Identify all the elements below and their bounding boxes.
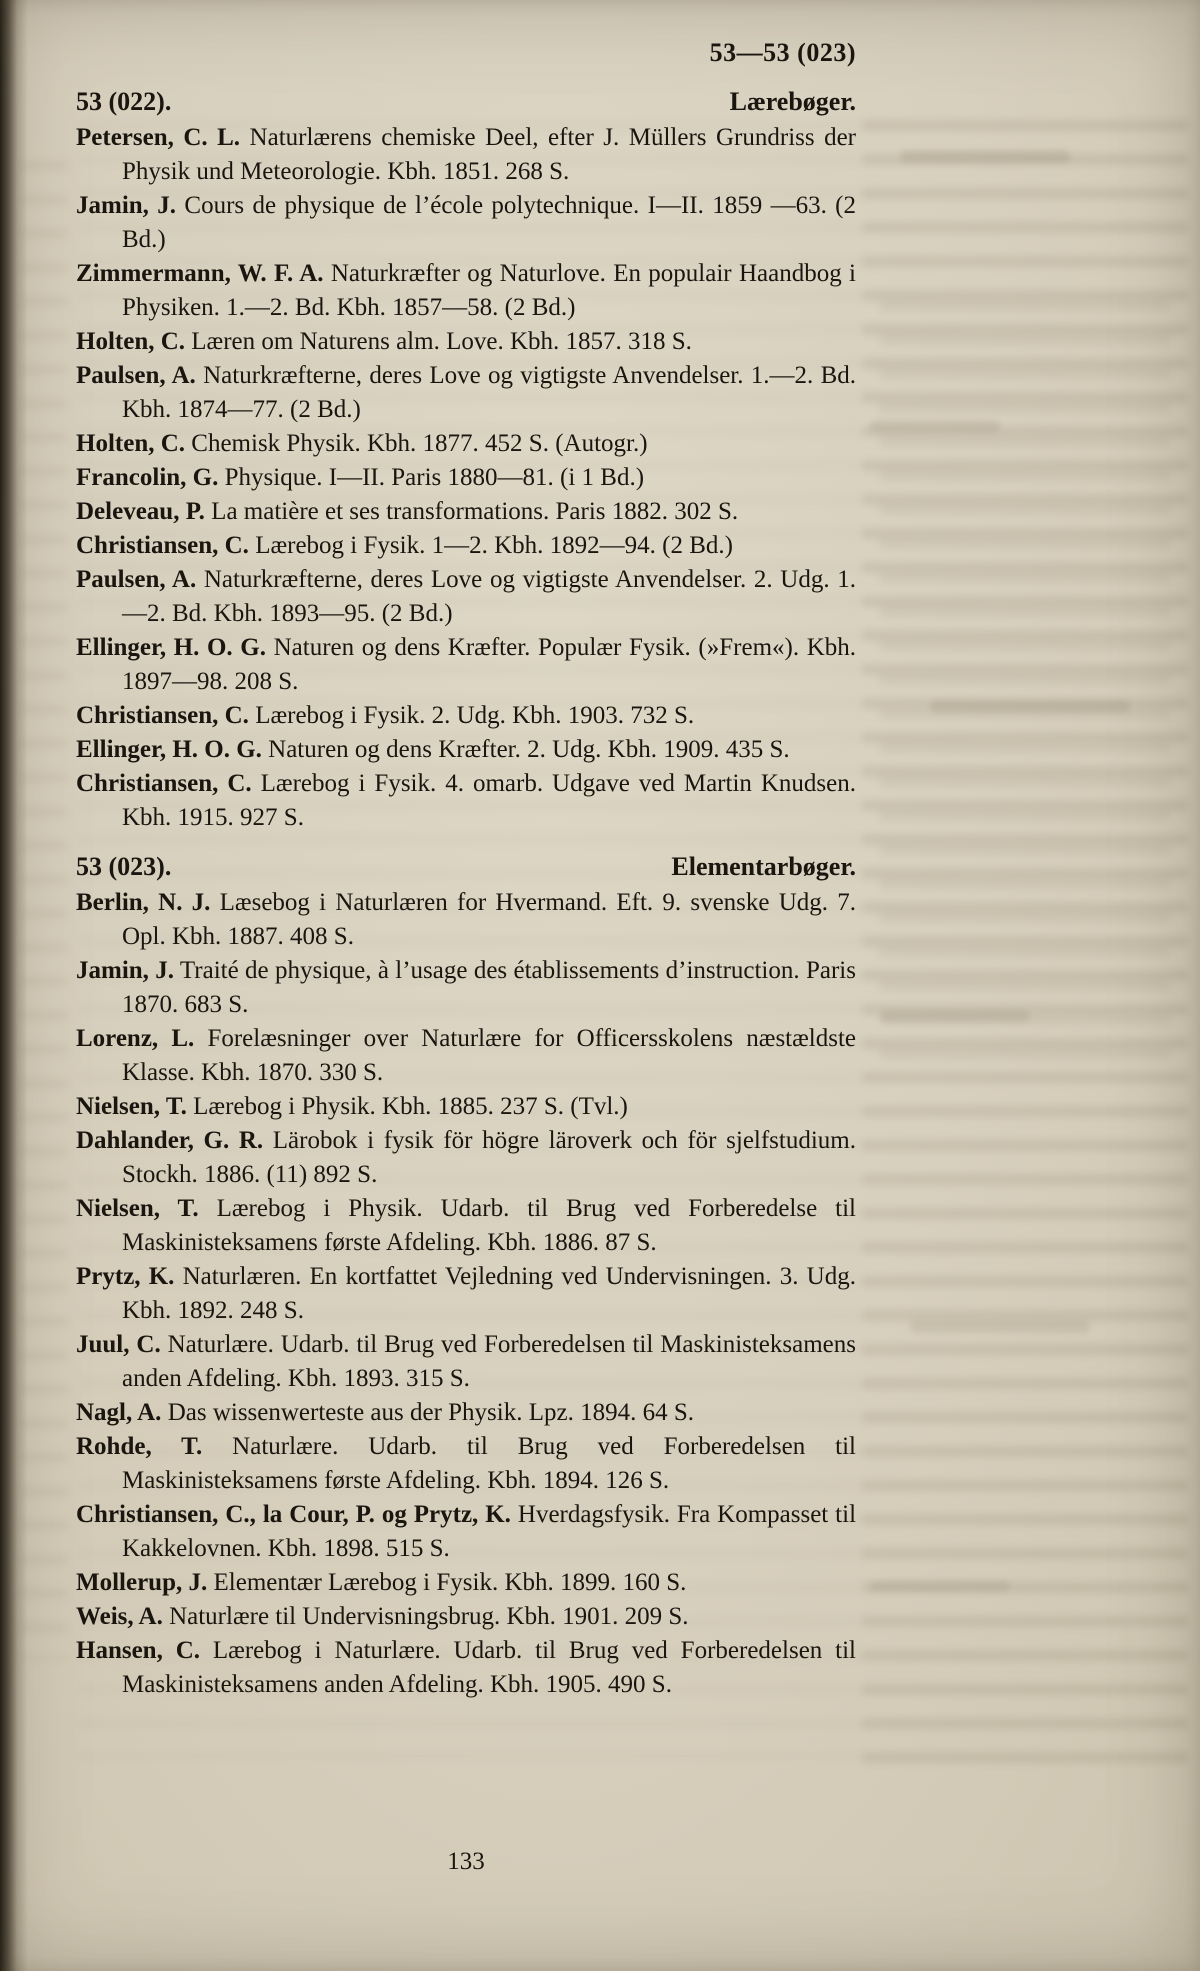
scan-binding-shadow	[0, 0, 28, 1971]
bibliography-entry	[76, 325, 856, 359]
entry-text: La matière et ses transformations. Paris 1882. 302 S.	[211, 498, 739, 525]
bibliography-entry	[76, 1634, 856, 1702]
entry-author: Christiansen, C.	[76, 532, 249, 559]
bibliography-entry	[76, 699, 856, 733]
entry-author: Weis, A.	[76, 1603, 163, 1630]
bibliography-entry	[76, 1022, 856, 1090]
bibliography-entry	[76, 427, 856, 461]
bibliography-entry	[76, 1430, 856, 1498]
section-heading	[76, 850, 856, 884]
entry-text: Cours de physique de l’école polytechnique. I—II. 1859 —63. (2 Bd.)	[122, 192, 857, 253]
entry-text: Lærebog i Fysik. 4. omarb. Udgave ved Martin Knudsen. Kbh. 1915. 927 S.	[122, 770, 857, 831]
entry-text: Naturlæren. En kortfattet Vejledning ved Undervisningen. 3. Udg. Kbh. 1892. 248 S.	[122, 1263, 856, 1324]
entry-text: Naturlærens chemiske Deel, efter J. Müllers Grundriss der Physik und Meteorologie. Kbh. 1851. 268 S.	[122, 124, 857, 185]
bibliography-sections	[76, 85, 856, 1702]
bibliography-entry	[76, 257, 856, 325]
entry-author: Nielsen, T.	[76, 1093, 187, 1120]
bibliography-entry	[76, 954, 856, 1022]
entry-author: Christiansen, C.	[76, 702, 249, 729]
bibliography-entry	[76, 631, 856, 699]
entry-text: Naturlære. Udarb. til Brug ved Forberedelsen til Maskinisteksamens første Afdeling. Kbh. 1894. 126 S.	[122, 1433, 857, 1494]
bibliography-entry	[76, 1396, 856, 1430]
entry-text: Naturkræfter og Naturlove. En populair Haandbog i Physiken. 1.—2. Bd. Kbh. 1857—58. (2 Bd.)	[122, 260, 856, 321]
entry-text: Lærebog i Naturlære. Udarb. til Brug ved Forberedelsen til Maskinisteksamens anden Afdeling. Kbh. 1905. 490 S.	[122, 1637, 857, 1698]
page-number: 133	[447, 1848, 485, 1875]
entry-list	[76, 121, 856, 835]
entry-text: Elementær Lærebog i Fysik. Kbh. 1899. 160 S.	[213, 1569, 687, 1596]
entry-text: Das wissenwerteste aus der Physik. Lpz. 1894. 64 S.	[167, 1399, 695, 1426]
bibliography-section	[76, 85, 856, 835]
entry-author: Holten, C.	[76, 328, 186, 355]
entry-text: Physique. I—II. Paris 1880—81. (i 1 Bd.)	[224, 464, 645, 491]
bibliography-entry	[76, 563, 856, 631]
running-header: 53—53 (023)	[709, 38, 856, 67]
entry-author: Jamin, J.	[76, 192, 177, 219]
bleedthrough-smudge	[910, 1320, 1090, 1333]
bibliography-entry	[76, 1192, 856, 1260]
bleedthrough-smudge	[900, 150, 1070, 163]
entry-author: Berlin, N. J.	[76, 889, 211, 916]
bibliography-entry	[76, 1566, 856, 1600]
bibliography-section	[76, 850, 856, 1702]
bibliography-entry	[76, 495, 856, 529]
section-title: Lærebøger.	[729, 87, 856, 116]
section-code: 53 (022).	[76, 87, 172, 116]
bibliography-entry	[76, 1260, 856, 1328]
entry-author: Nielsen, T.	[76, 1195, 199, 1222]
bibliography-entry	[76, 1498, 856, 1566]
entry-author: Ellinger, H. O. G.	[76, 736, 262, 763]
entry-text: Naturlære til Undervisningsbrug. Kbh. 1901. 209 S.	[169, 1603, 689, 1630]
bleedthrough-ghost-text	[862, 120, 1188, 1780]
entry-author: Petersen, C. L.	[76, 124, 241, 151]
page-content	[76, 36, 856, 1702]
entry-text: Lærebog i Fysik. 1—2. Kbh. 1892—94. (2 Bd.)	[255, 532, 733, 559]
entry-text: Forelæsninger over Naturlære for Officersskolens næstældste Klasse. Kbh. 1870. 330 S.	[122, 1025, 857, 1086]
entry-text: Chemisk Physik. Kbh. 1877. 452 S. (Autogr.)	[191, 430, 648, 457]
entry-author: Nagl, A.	[76, 1399, 162, 1426]
entry-author: Christiansen, C.	[76, 770, 252, 797]
bibliography-entry	[76, 189, 856, 257]
entry-text: Læsebog i Naturlæren for Hvermand. Eft. 9. svenske Udg. 7. Opl. Kbh. 1887. 408 S.	[122, 889, 857, 950]
bleedthrough-smudge	[930, 700, 1130, 713]
entry-text: Lærebog i Fysik. 2. Udg. Kbh. 1903. 732 S.	[255, 702, 695, 729]
entry-list	[76, 886, 856, 1702]
bibliography-entry	[76, 121, 856, 189]
bibliography-entry	[76, 1600, 856, 1634]
bibliography-entry	[76, 886, 856, 954]
bleedthrough-smudge	[870, 420, 1000, 432]
entry-text: Naturen og dens Kræfter. Populær Fysik. (»Frem«). Kbh. 1897—98. 208 S.	[122, 634, 856, 695]
entry-author: Hansen, C.	[76, 1637, 201, 1664]
entry-author: Paulsen, A.	[76, 566, 197, 593]
entry-author: Jamin, J.	[76, 957, 175, 984]
entry-author: Prytz, K.	[76, 1263, 175, 1290]
bibliography-entry	[76, 733, 856, 767]
bleedthrough-ghost-text	[880, 300, 1170, 1060]
bleedthrough-smudge	[870, 1580, 1010, 1592]
entry-text: Lærebog i Physik. Udarb. til Brug ved Forberedelse til Maskinisteksamens første Afdeling. Kbh. 1886. 87 S.	[122, 1195, 857, 1256]
bibliography-entry	[76, 529, 856, 563]
bibliography-entry	[76, 359, 856, 427]
bibliography-entry	[76, 461, 856, 495]
entry-author: Ellinger, H. O. G.	[76, 634, 266, 661]
bibliography-entry	[76, 1124, 856, 1192]
entry-author: Mollerup, J.	[76, 1569, 208, 1596]
entry-author: Zimmermann, W. F. A.	[76, 260, 324, 287]
entry-author: Paulsen, A.	[76, 362, 196, 389]
entry-author: Juul, C.	[76, 1331, 161, 1358]
entry-author: Dahlander, G. R.	[76, 1127, 264, 1154]
entry-text: Naturkræfterne, deres Love og vigtigste Anvendelser. 1.—2. Bd. Kbh. 1874—77. (2 Bd.)	[122, 362, 856, 423]
section-heading	[76, 85, 856, 119]
entry-text: Hverdagsfysik. Fra Kompasset til Kakkelovnen. Kbh. 1898. 515 S.	[122, 1501, 857, 1562]
entry-text: Traité de physique, à l’usage des établissements d’instruction. Paris 1870. 683 S.	[122, 957, 856, 1018]
entry-author: Christiansen, C., la Cour, P. og Prytz, K.	[76, 1501, 511, 1528]
entry-author: Holten, C.	[76, 430, 186, 457]
bibliography-entry	[76, 1328, 856, 1396]
entry-text: Lärobok i fysik för högre läroverk och för sjelfstudium. Stockh. 1886. (11) 892 S.	[122, 1127, 856, 1188]
bibliography-entry	[76, 1090, 856, 1124]
entry-author: Francolin, G.	[76, 464, 219, 491]
entry-author: Rohde, T.	[76, 1433, 203, 1460]
section-code: 53 (023).	[76, 852, 172, 881]
entry-author: Lorenz, L.	[76, 1025, 195, 1052]
section-title: Elementarbøger.	[671, 852, 856, 881]
bibliography-entry	[76, 767, 856, 835]
entry-text: Læren om Naturens alm. Love. Kbh. 1857. 318 S.	[191, 328, 692, 355]
entry-author: Deleveau, P.	[76, 498, 205, 525]
bleedthrough-smudge	[880, 1010, 1030, 1022]
entry-text: Naturlære. Udarb. til Brug ved Forberedelsen til Maskinisteksamens anden Afdeling. Kbh. 1893. 315 S.	[122, 1331, 857, 1392]
entry-text: Naturen og dens Kræfter. 2. Udg. Kbh. 1909. 435 S.	[268, 736, 790, 763]
entry-text: Naturkræfterne, deres Love og vigtigste Anvendelser. 2. Udg. 1.—2. Bd. Kbh. 1893—95. (2 Bd.)	[122, 566, 857, 627]
entry-text: Lærebog i Physik. Kbh. 1885. 237 S. (Tvl.)	[193, 1093, 628, 1120]
